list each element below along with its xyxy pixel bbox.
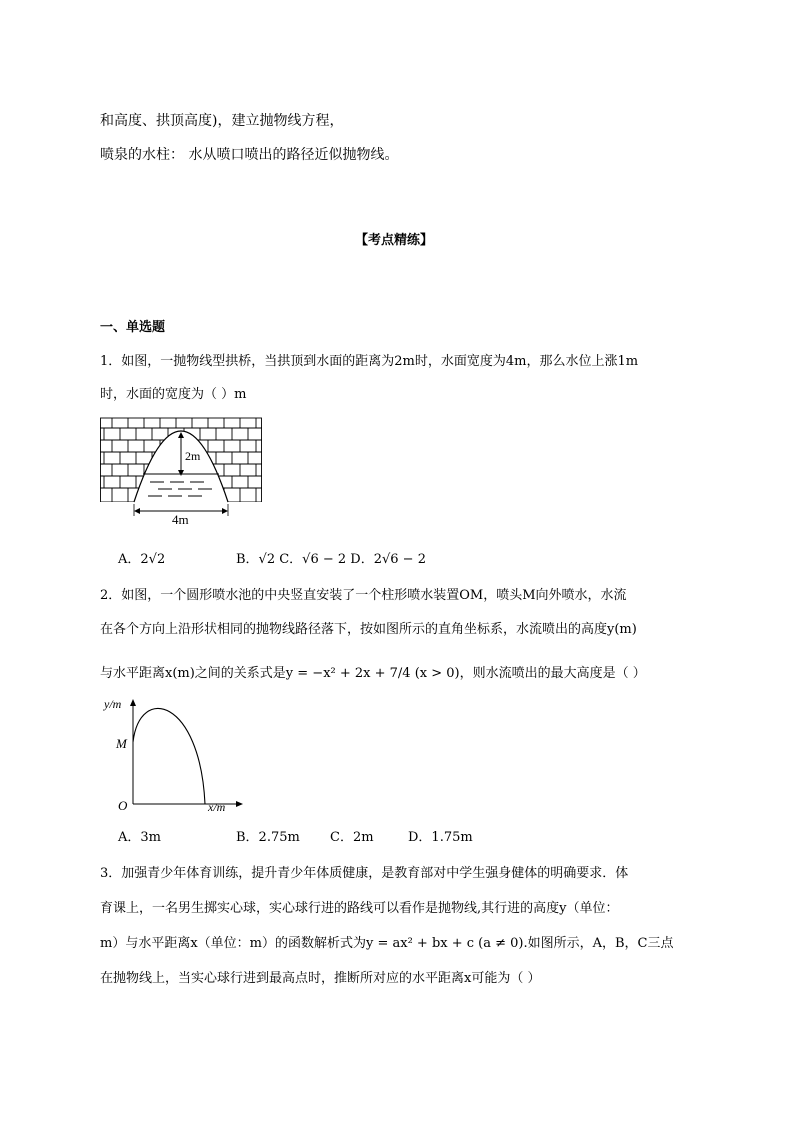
- x-axis-label: x/m: [208, 800, 226, 814]
- q2-option-a: A．3m: [118, 830, 161, 845]
- q2-line-3: 与水平距离x(m)之间的关系式是y = −x² + 2x + 7/4 (x > 0)，则水流喷出的最大高度是（ ）: [100, 666, 646, 681]
- q2-option-b: B．2.75m: [236, 830, 300, 845]
- arch-bridge-figure: [100, 416, 266, 522]
- q2-line-2: 在各个方向上沿形状相同的抛物线路径落下，按如图所示的直角坐标系，水流喷出的高度y(m): [100, 622, 637, 637]
- intro-line-1: 和高度、拱顶高度)，建立抛物线方程，: [100, 113, 344, 129]
- fountain-graph: [100, 694, 250, 814]
- q3-line-2: 育课上，一名男生掷实心球，实心球行进的路线可以看作是抛物线,其行进的高度y（单位：: [100, 901, 619, 916]
- q2-line-1: 2．如图，一个圆形喷水池的中央竖直安装了一个柱形喷水装置OM，喷头M向外喷水，水流: [100, 588, 627, 603]
- q1-options-bcd: B．√2 C．√6 − 2 D．2√6 − 2: [236, 552, 426, 567]
- section-header: 【考点精练】: [355, 233, 434, 248]
- q3-line-3: m）与水平距离x（单位：m）的函数解析式为y = ax² + bx + c (a ≠ 0).如图所示，A，B，C三点: [100, 936, 674, 951]
- q2-option-d: D．1.75m: [408, 830, 473, 845]
- intro-line-2: 喷泉的水柱： 水从喷口喷出的路径近似抛物线。: [100, 147, 399, 163]
- width-label: 4m: [172, 512, 189, 527]
- q3-line-4: 在抛物线上，当实心球行进到最高点时，推断所对应的水平距离x可能为（ ）: [100, 971, 541, 986]
- part-title: 一、单选题: [100, 320, 166, 335]
- y-axis-label: y/m: [104, 697, 122, 711]
- q1-line-1: 1．如图，一抛物线型拱桥，当拱顶到水面的距离为2m时，水面宽度为4m，那么水位上涨1m: [100, 354, 639, 369]
- point-m-label: M: [116, 736, 127, 751]
- q1-option-a: A．2√2: [118, 552, 166, 567]
- q2-option-c: C．2m: [330, 830, 374, 845]
- water-ripples: [148, 482, 212, 496]
- q1-line-2: 时，水面的宽度为（ ）m: [100, 387, 247, 402]
- q3-line-1: 3．加强青少年体育训练，提升青少年体质健康，是教育部对中学生强身健体的明确要求．体: [100, 866, 629, 881]
- water-curve: [133, 708, 205, 804]
- height-label: 2m: [185, 449, 201, 463]
- origin-label: O: [118, 798, 128, 813]
